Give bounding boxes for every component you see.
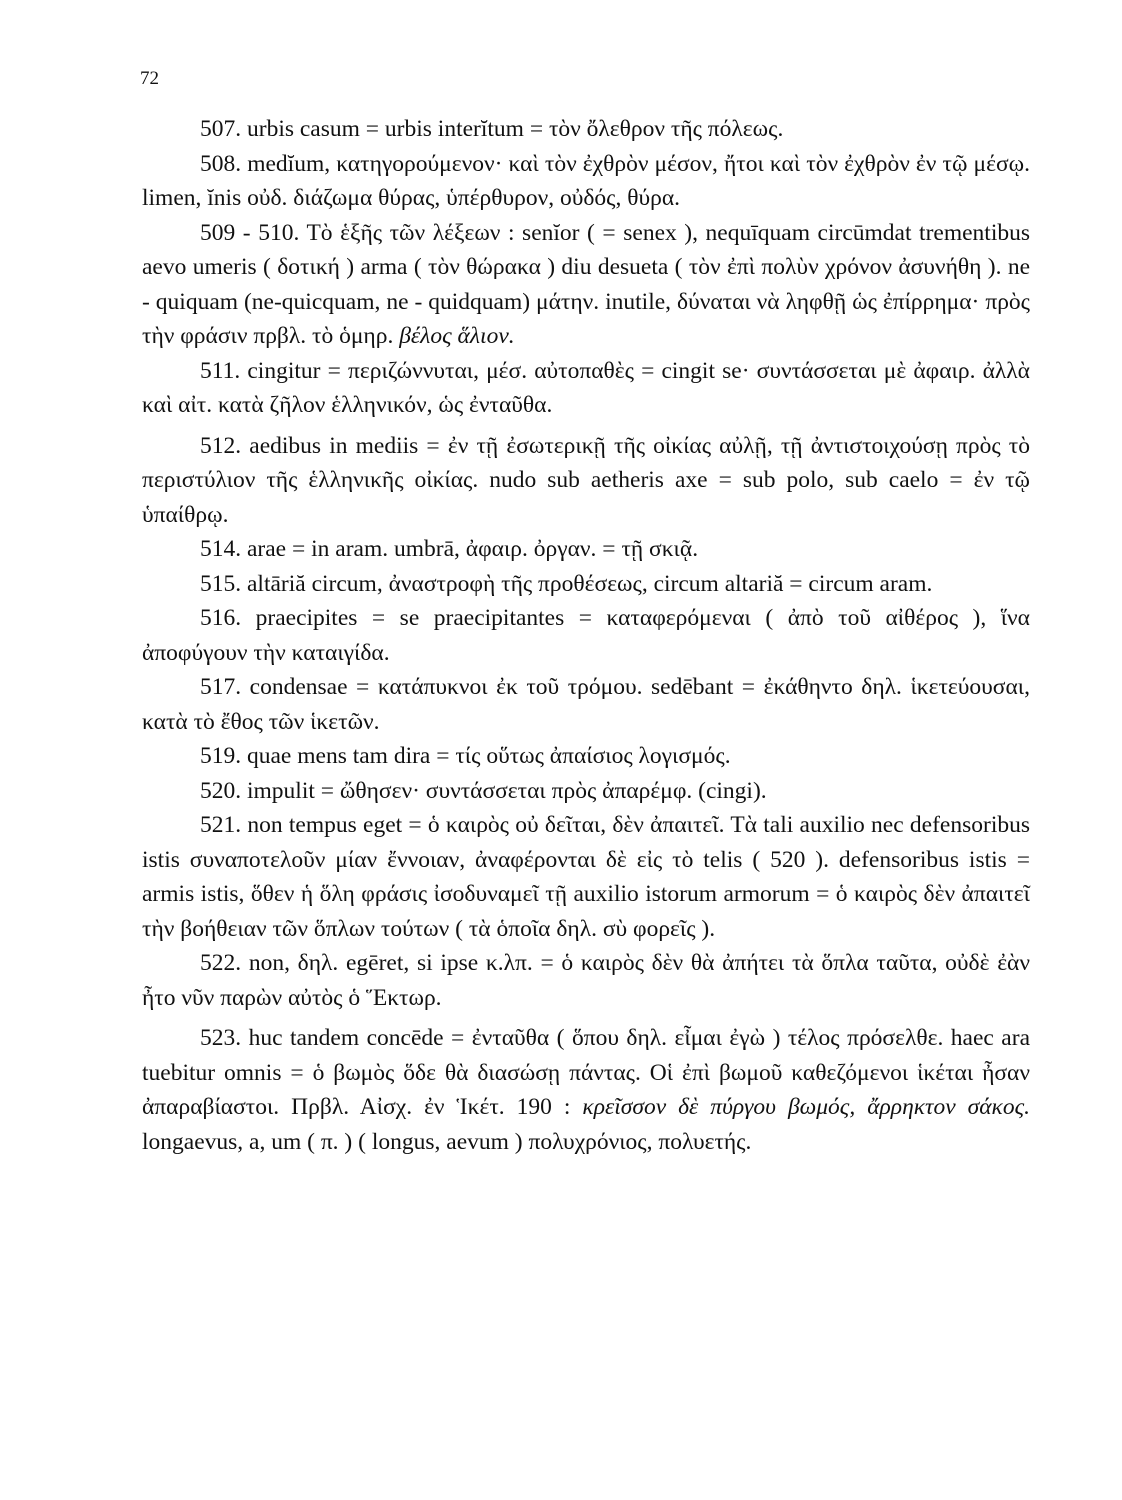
note-520: 520. impulit = ὤθησεν· συντάσσεται πρὸς ἀπαρέμφ. (cingi). <box>200 777 767 804</box>
note-512: 512. aedibus in mediis = ἐν τῇ ἐσωτερικῇ τῆς οἰκίας αὐλῇ, τῇ ἀντιστοιχούσῃ πρὸς τὸ περιστύλιον τῆς ἑλληνικῆς οἰκίας. nudo sub aetheris axe = sub polo, sub caelo = ἐν τῷ ὑπαίθρῳ. <box>142 432 1030 528</box>
note-519: 519. quae mens tam dira = τίς οὕτως ἀπαίσιος λογισμός. <box>200 743 731 769</box>
note-508: 508. medĭum, κατηγορούμενον· καὶ τὸν ἐχθρὸν μέσον, ἤτοι καὶ τὸν ἐχθρὸν ἐν τῷ μέσῳ. limen, ĭnis οὐδ. διάζωμα θύρας, ὑπέρθυρον, οὐδός, θύρα. <box>142 150 1030 211</box>
note-515: 515. altāriă circum, ἀναστροφὴ τῆς προθέσεως, circum altariă = circum aram. <box>200 570 933 597</box>
page-number: 72 <box>140 68 159 89</box>
note-523-text: 523. huc tandem concēde = ἐνταῦθα ( ὅπου δηλ. εἶμαι ἐγὼ ) τέλος πρόσελθε. haec ara tuebitur omnis = ὁ βωμὸς ὅδε θὰ διασώσῃ πάντας. Οἱ ἐπὶ βωμοῦ καθεζόμενοι ἱκέται ἦσαν ἀπαραβίαστοι. Πρβλ. Αἰσχ. ἐν Ἱκέτ. 190 : <box>142 1025 1030 1120</box>
note-523 <box>142 1021 1030 1159</box>
note-523-text-after: longaevus, a, um ( π. ) ( longus, aevum ) πολυχρόνιος, πολυετής. <box>142 1128 752 1155</box>
note-511: 511. cingitur = περιζώννυται, μέσ. αὐτοπαθὲς = cingit se· συντάσσεται μὲ ἀφαιρ. ἀλλὰ καὶ αἰτ. κατὰ ζῆλον ἑλληνικόν, ὡς ἐνταῦθα. <box>142 357 1030 418</box>
note-523-quote: κρεῖσσον δὲ πύργου βωμός, ἄρρηκτον σάκος. <box>582 1094 1030 1120</box>
note-507: 507. urbis casum = urbis interĭtum = τὸν ὄλεθρον τῆς πόλεως. <box>200 116 784 142</box>
note-516: 516. praecipites = se praecipitantes = καταφερόμεναι ( ἀπὸ τοῦ αἰθέρος ), ἵνα ἀποφύγουν τὴν καταιγίδα. <box>142 605 1030 666</box>
note-521: 521. non tempus eget = ὁ καιρὸς οὐ δεῖται, δὲν ἀπαιτεῖ. Τὰ tali auxilio nec defensoribus istis συναποτελοῦν μίαν ἔννοιαν, ἀναφέρονται δὲ εἰς τὸ telis ( 520 ). defensoribus istis = armis istis, ὅθεν ἡ ὅλη φράσις ἰσοδυναμεῖ τῇ auxilio istorum armorum = ὁ καιρὸς δὲν ἀπαιτεῖ τὴν βοήθειαν τῶν ὅπλων τούτων ( τὰ ὁποῖα δηλ. σὺ φορεῖς ). <box>142 812 1030 942</box>
note-514: 514. arae = in aram. umbrā, ἀφαιρ. ὀργαν. = τῇ σκιᾷ. <box>200 536 699 562</box>
note-522: 522. non, δηλ. egēret, si ipse κ.λπ. = ὁ καιρὸς δὲν θὰ ἀπήτει τὰ ὅπλα ταῦτα, οὐδὲ ἐὰν ἦτο νῦν παρὼν αὐτὸς ὁ Ἕκτωρ. <box>142 950 1030 1011</box>
page-text-body <box>142 112 1030 1159</box>
note-509-510-quote: βέλος ἅλιον. <box>399 323 515 349</box>
note-509-510-text: 509 - 510. Τὸ ἑξῆς τῶν λέξεων : senĭor ( = senex ), nequīquam circūmdat trementibus aevo umeris ( δοτική ) arma ( τὸν θώρακα ) diu desueta ( τὸν ἐπὶ πολὺν χρόνον ἀσυνήθη ). ne - quiquam (ne-quicquam, ne - quidquam) μάτην. inutile, δύναται νὰ ληφθῇ ὡς ἐπίρρημα· πρὸς τὴν φράσιν πρβλ. τὸ ὁμηρ. <box>142 219 1030 349</box>
note-517: 517. condensae = κατάπυκνοι ἐκ τοῦ τρόμου. sedēbant = ἐκάθηντο δηλ. ἱκετεύουσαι, κατὰ τὸ ἔθος τῶν ἱκετῶν. <box>142 674 1030 735</box>
note-509-510 <box>142 216 1030 354</box>
